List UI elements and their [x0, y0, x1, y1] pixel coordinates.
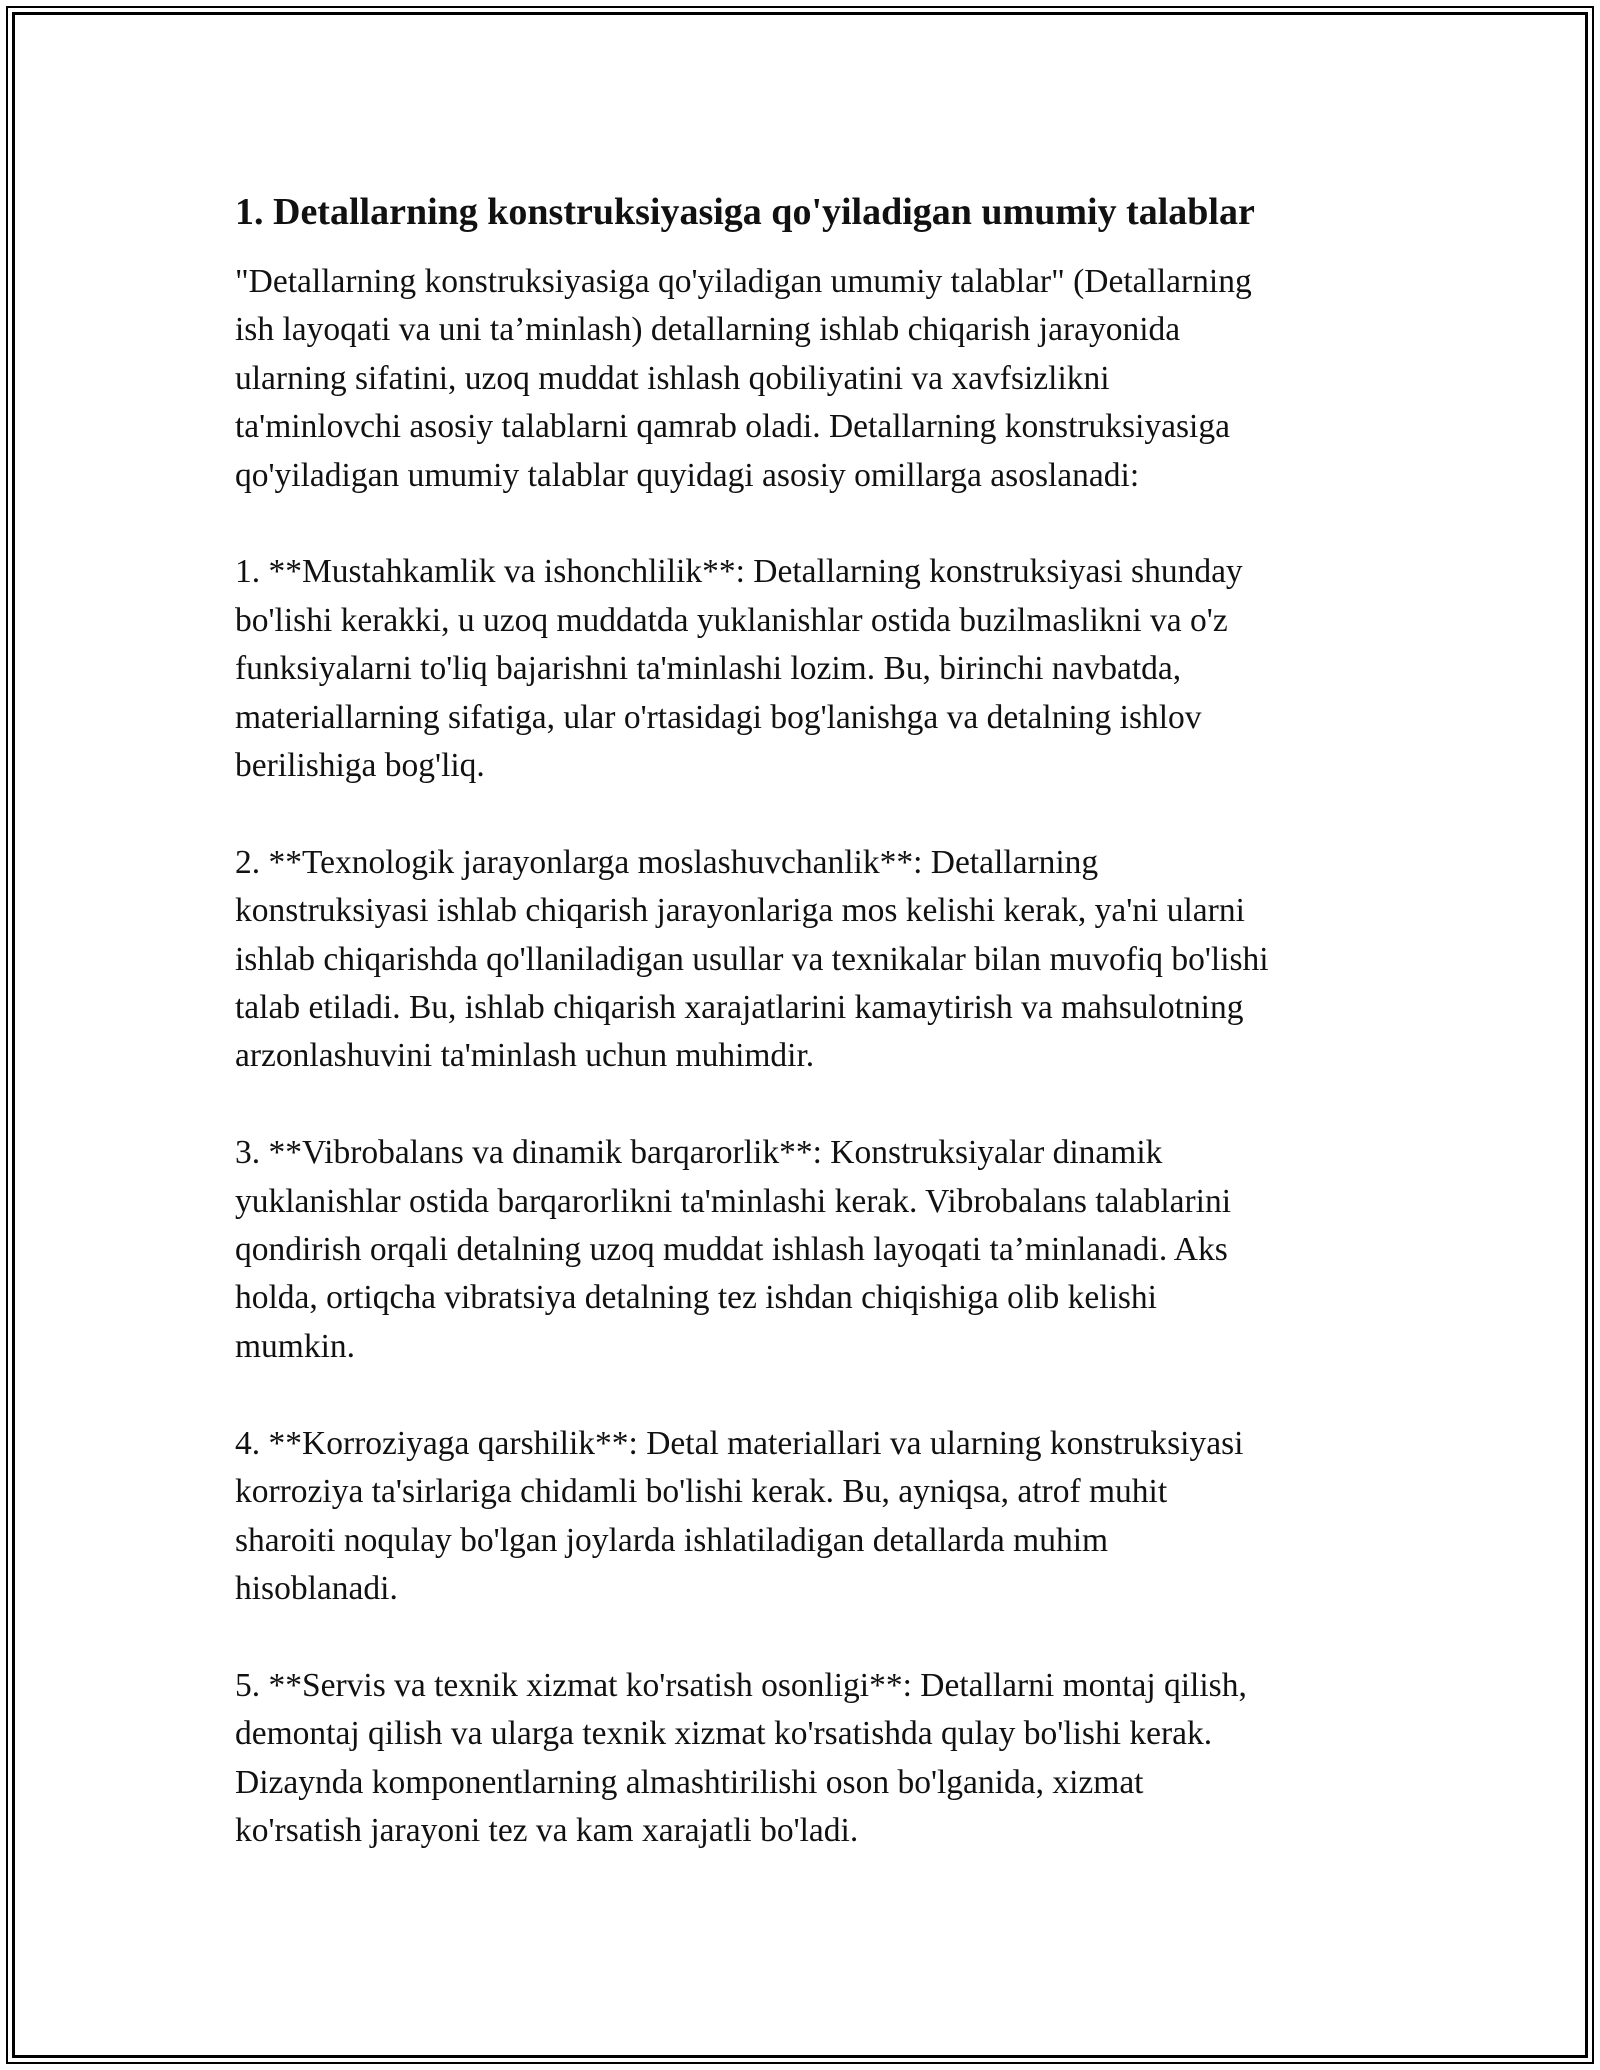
paragraph-line: 4. **Korroziyaga qarshilik**: Detal materiallari va ularning konstruksiyasi	[235, 1424, 1244, 1462]
paragraph-line: 5. **Servis va texnik xizmat ko'rsatish osonligi**: Detallarni montaj qilish,	[235, 1666, 1247, 1704]
paragraph-line: berilishiga bog'liq.	[235, 747, 485, 785]
requirement-paragraph	[235, 1129, 1375, 1371]
paragraph-line: yuklanishlar ostida barqarorlikni ta'minlashi kerak. Vibrobalans talablarini	[235, 1182, 1232, 1220]
paragraph-line: qondirish orqali detalning uzoq muddat ishlash layoqati ta’minlanadi. Aks	[235, 1231, 1228, 1269]
requirement-paragraph	[235, 548, 1375, 790]
paragraph-line: mumkin.	[235, 1327, 356, 1365]
paragraph-line: "Detallarning konstruksiyasiga qo'yiladigan umumiy talablar" (Detallarning	[235, 263, 1252, 300]
paragraph-line: korroziya ta'sirlariga chidamli bo'lishi kerak. Bu, ayniqsa, atrof muhit	[235, 1473, 1168, 1511]
paragraph-line: ishlab chiqarishda qo'llaniladigan usullar va texnikalar bilan muvofiq bo'lishi	[235, 940, 1269, 978]
paragraph-line: ularning sifatini, uzoq muddat ishlash qobiliyatini va xavfsizlikni	[235, 359, 1110, 397]
paragraph-line: ko'rsatish jarayoni tez va kam xarajatli bo'ladi.	[235, 1811, 859, 1849]
paragraph-list	[235, 258, 1375, 1855]
requirement-paragraph	[235, 839, 1375, 1081]
paragraph-line: talab etiladi. Bu, ishlab chiqarish xarajatlarini kamaytirish va mahsulotning	[235, 989, 1244, 1027]
intro-paragraph	[235, 258, 1375, 500]
requirement-paragraph	[235, 1662, 1375, 1856]
paragraph-line: 3. **Vibrobalans va dinamik barqarorlik**: Konstruksiyalar dinamik	[235, 1134, 1163, 1172]
paragraph-line: Dizaynda komponentlarning almashtirilishi oson bo'lganida, xizmat	[235, 1763, 1144, 1801]
paragraph-line: hisoblanadi.	[235, 1569, 398, 1607]
document-title: 1. Detallarning konstruksiyasiga qo'yiladigan umumiy talablar	[235, 191, 1255, 233]
paragraph-line: holda, ortiqcha vibratsiya detalning tez ishdan chiqishiga olib kelishi	[235, 1279, 1157, 1317]
paragraph-line: ish layoqati va uni ta’minlash) detallarning ishlab chiqarish jarayonida	[235, 311, 1181, 349]
paragraph-line: 1. **Mustahkamlik va ishonchlilik**: Detallarning konstruksiyasi shunday	[235, 553, 1243, 591]
paragraph-line: konstruksiyasi ishlab chiqarish jarayonlariga mos kelishi kerak, ya'ni ularni	[235, 892, 1245, 930]
paragraph-line: funksiyalarni to'liq bajarishni ta'minlashi lozim. Bu, birinchi navbatda,	[235, 650, 1182, 688]
requirement-paragraph	[235, 1420, 1375, 1614]
paragraph-line: materiallarning sifatiga, ular o'rtasidagi bog'lanishga va detalning ishlov	[235, 698, 1202, 736]
paragraph-line: qo'yiladigan umumiy talablar quyidagi asosiy omillarga asoslanadi:	[235, 456, 1140, 494]
document-body	[235, 186, 1375, 1855]
paragraph-line: arzonlashuvini ta'minlash uchun muhimdir.	[235, 1037, 815, 1075]
paragraph-line: ta'minlovchi asosiy talablarni qamrab oladi. Detallarning konstruksiyasiga	[235, 408, 1230, 446]
paragraph-line: sharoiti noqulay bo'lgan joylarda ishlatiladigan detallarda muhim	[235, 1521, 1109, 1559]
paragraph-line: 2. **Texnologik jarayonlarga moslashuvchanlik**: Detallarning	[235, 843, 1099, 881]
paragraph-line: demontaj qilish va ularga texnik xizmat ko'rsatishda qulay bo'lishi kerak.	[235, 1715, 1213, 1753]
paragraph-line: bo'lishi kerakki, u uzoq muddatda yuklanishlar ostida buzilmaslikni va o'z	[235, 601, 1228, 639]
